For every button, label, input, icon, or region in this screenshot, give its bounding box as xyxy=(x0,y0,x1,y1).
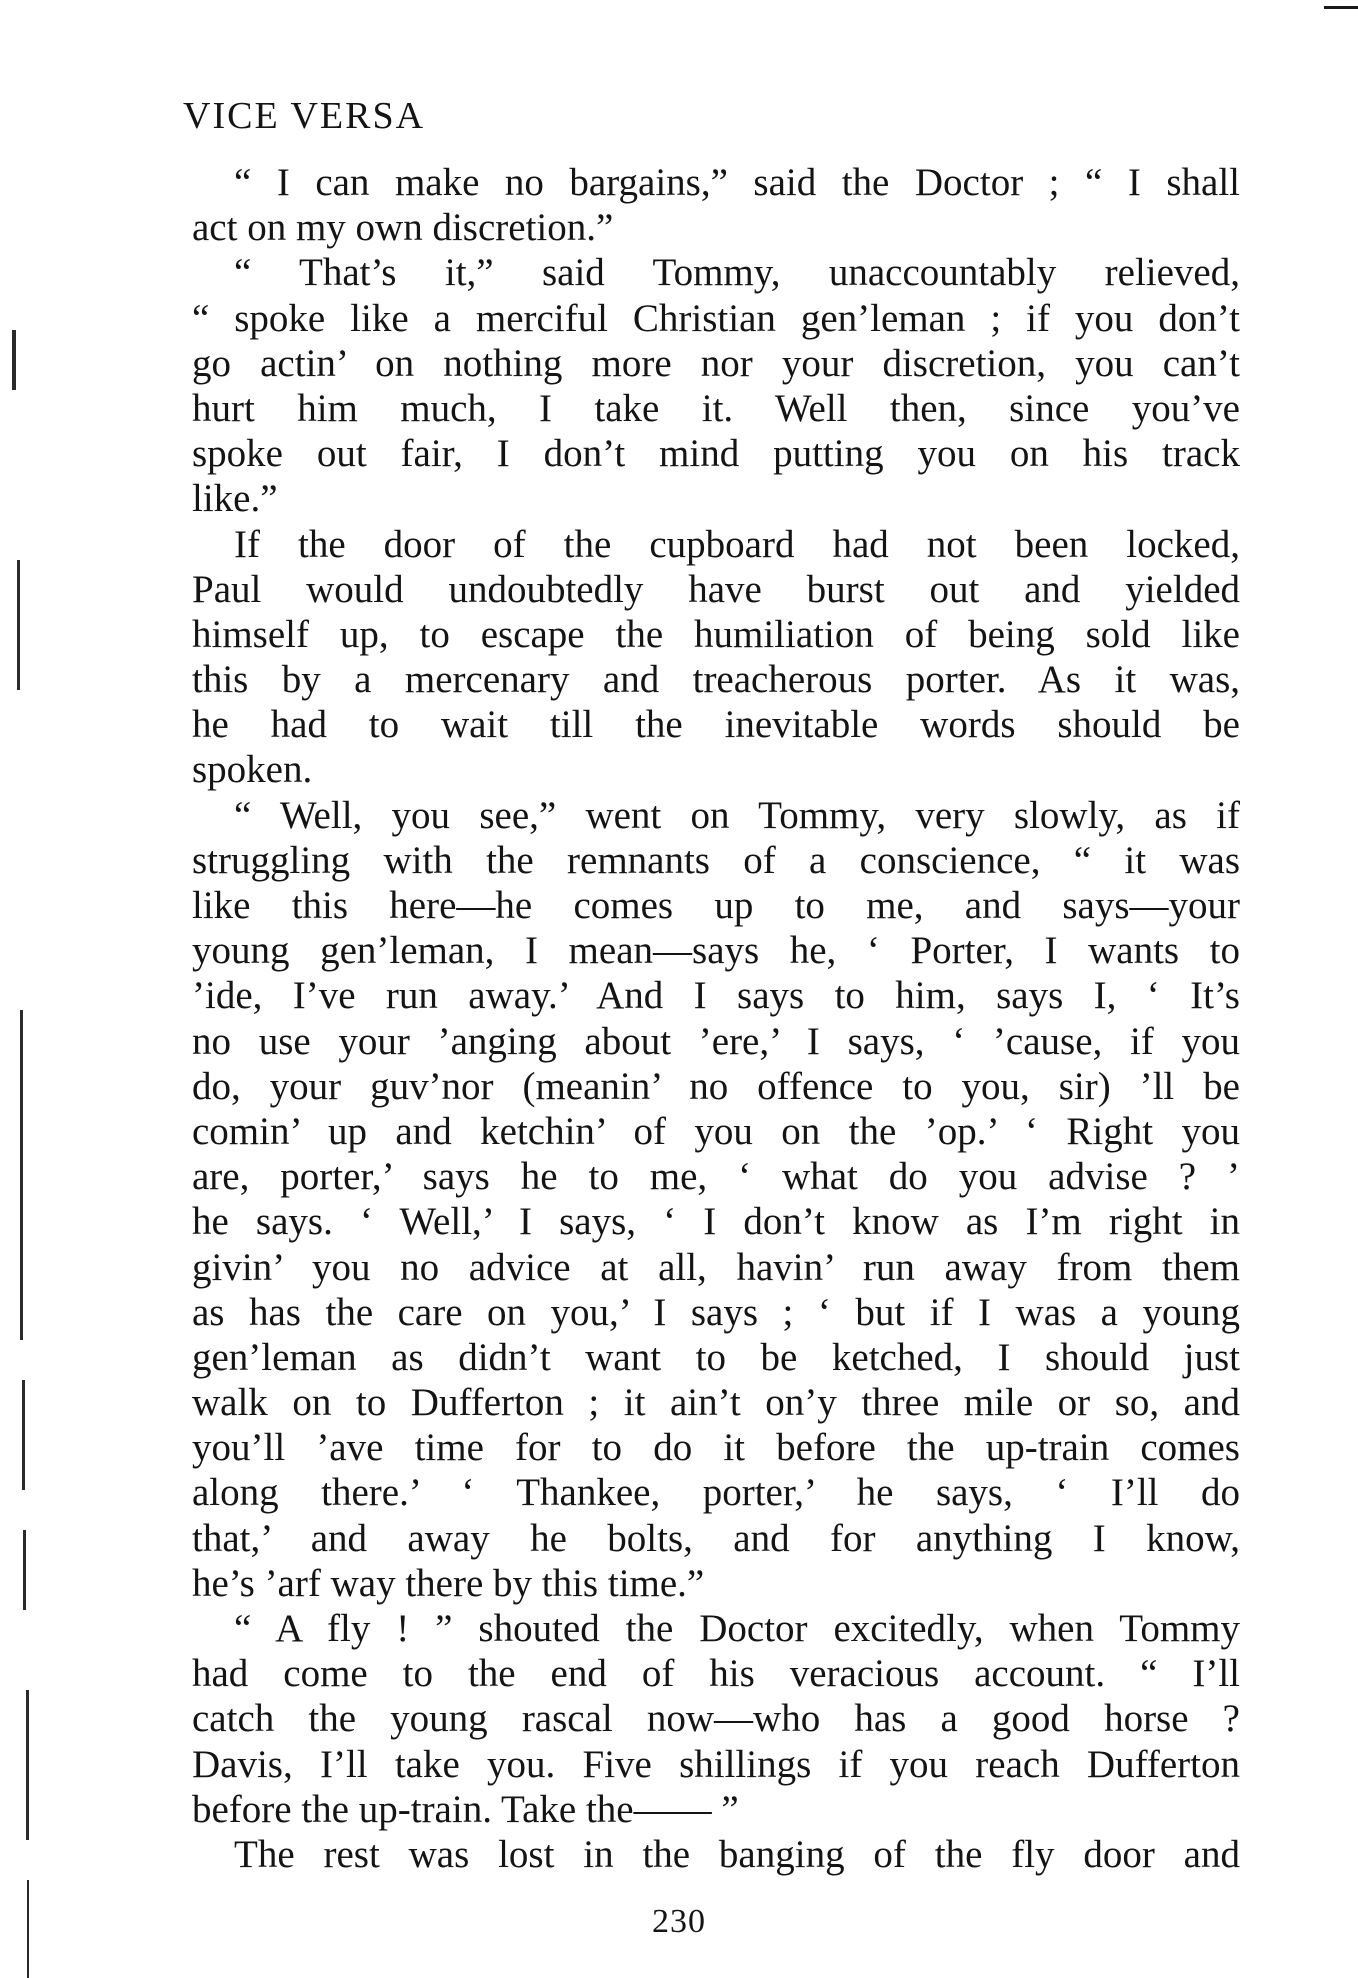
text-line: ’ide, I’ve run away.’ And I says to him, says I, ‘ It’s xyxy=(192,974,1240,1018)
running-head: VICE VERSA xyxy=(183,95,426,137)
text-line: “ spoke like a merciful Christian gen’leman ; if you don’t xyxy=(192,296,1240,340)
text-line: givin’ you no advice at all, havin’ run away from them xyxy=(192,1245,1240,1289)
text-line: catch the young rascal now—who has a good horse ? xyxy=(192,1697,1240,1741)
text-line: “ That’s it,” said Tommy, unaccountably relieved, xyxy=(234,251,1240,295)
text-line: Paul would undoubtedly have burst out and yielded xyxy=(192,567,1240,611)
scan-edge-mark xyxy=(1324,6,1358,9)
body-text xyxy=(192,160,1240,1877)
text-line: no use your ’anging about ’ere,’ I says, ‘ ’cause, if you xyxy=(192,1019,1240,1063)
binding-shadow xyxy=(26,1690,29,1840)
binding-shadow xyxy=(17,560,20,690)
text-line: act on my own discretion.” xyxy=(192,206,614,250)
text-line: gen’leman as didn’t want to be ketched, I should just xyxy=(192,1335,1240,1379)
text-line: himself up, to escape the humiliation of being sold like xyxy=(192,612,1240,656)
text-line: as has the care on you,’ I says ; ‘ but if I was a young xyxy=(192,1290,1240,1334)
text-line: spoke out fair, I don’t mind putting you on his track xyxy=(192,432,1240,476)
text-line: “ A fly ! ” shouted the Doctor excitedly, when Tommy xyxy=(234,1607,1240,1650)
text-line: go actin’ on nothing more nor your discretion, you can’t xyxy=(192,341,1240,385)
binding-shadow xyxy=(22,1380,25,1490)
binding-shadow xyxy=(23,1530,26,1610)
text-line: Davis, I’ll take you. Five shillings if you reach Dufferton xyxy=(192,1742,1240,1786)
text-line: along there.’ ‘ Thankee, porter,’ he says, ‘ I’ll do xyxy=(192,1471,1240,1515)
text-line: young gen’leman, I mean—says he, ‘ Porter, I wants to xyxy=(192,929,1240,973)
text-line: hurt him much, I take it. Well then, since you’ve xyxy=(192,386,1240,430)
text-line: he’s ’arf way there by this time.” xyxy=(192,1561,705,1605)
binding-shadow xyxy=(20,1010,23,1340)
text-line: he says. ‘ Well,’ I says, ‘ I don’t know as I’m right in xyxy=(192,1200,1240,1244)
text-line: are, porter,’ says he to me, ‘ what do you advise ? ’ xyxy=(192,1155,1240,1199)
text-line: he had to wait till the inevitable words should be xyxy=(192,703,1240,747)
text-line: had come to the end of his veracious account. “ I’ll xyxy=(192,1652,1240,1696)
text-line: If the door of the cupboard had not been locked, xyxy=(234,522,1240,566)
text-line: spoken. xyxy=(192,748,313,792)
text-line: comin’ up and ketchin’ of you on the ’op.’ ‘ Right you xyxy=(192,1109,1240,1153)
text-line: walk on to Dufferton ; it ain’t on’y three mile or so, and xyxy=(192,1381,1240,1425)
text-line: this by a mercenary and treacherous porter. As it was, xyxy=(192,658,1240,702)
text-line: you’ll ’ave time for to do it before the up-train comes xyxy=(192,1426,1240,1470)
text-line: that,’ and away he bolts, and for anything I know, xyxy=(192,1516,1240,1560)
page-number: 230 xyxy=(652,1903,706,1940)
text-line: “ I can make no bargains,” said the Doctor ; “ I shall xyxy=(234,161,1240,204)
text-line: do, your guv’nor (meanin’ no offence to you, sir) ’ll be xyxy=(192,1064,1240,1108)
text-line: The rest was lost in the banging of the fly door and xyxy=(234,1832,1240,1876)
binding-shadow xyxy=(12,330,16,390)
text-line: “ Well, you see,” went on Tommy, very slowly, as if xyxy=(234,793,1240,837)
text-line: struggling with the remnants of a conscience, “ it was xyxy=(192,838,1240,882)
text-line: before the up-train. Take the—— ” xyxy=(192,1787,739,1831)
text-line: like this here—he comes up to me, and says—your xyxy=(192,884,1240,927)
text-line: like.” xyxy=(192,477,278,521)
